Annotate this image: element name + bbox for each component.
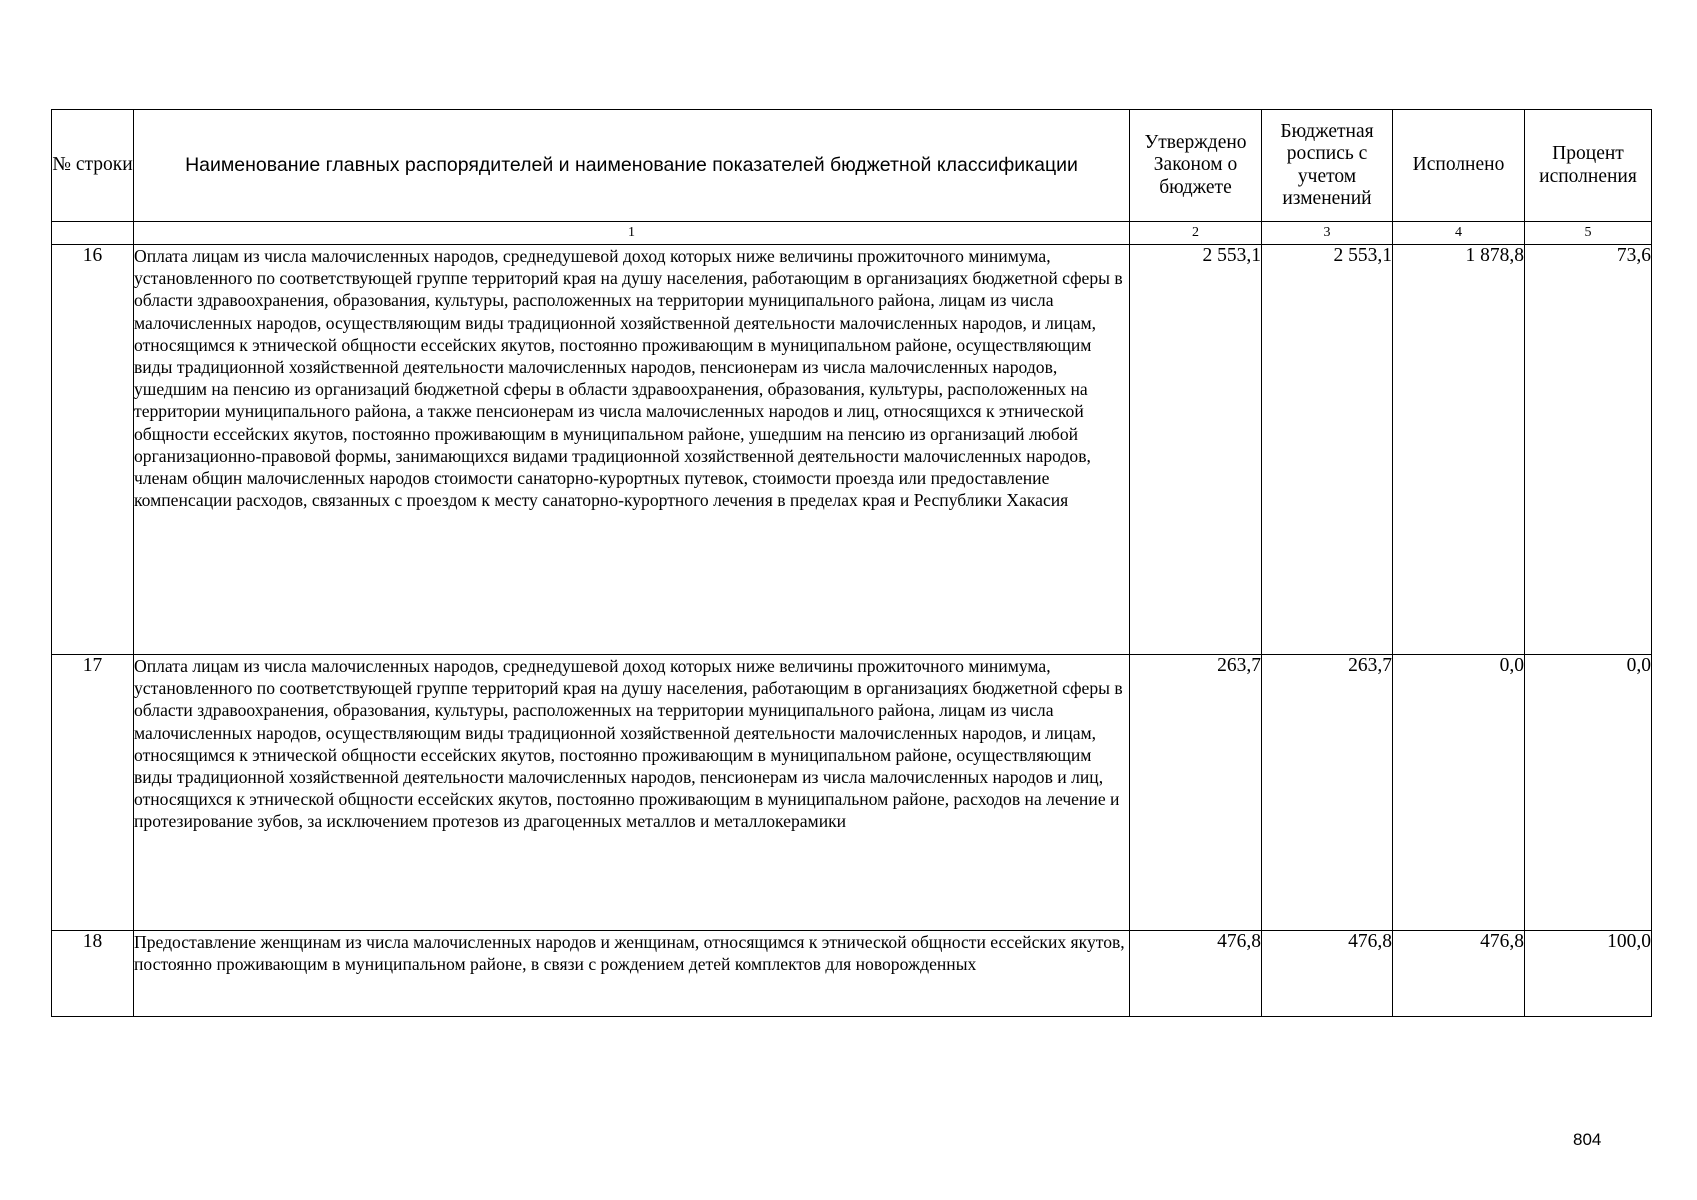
column-number (52, 222, 134, 245)
column-number: 4 (1393, 222, 1525, 245)
budget-execution-table (51, 109, 1652, 1017)
column-number: 1 (134, 222, 1130, 245)
column-number: 5 (1525, 222, 1652, 245)
header-approved: Утверждено Законом о бюджете (1130, 110, 1262, 222)
header-budget-list: Бюджетная роспись с учетом изменений (1262, 110, 1393, 222)
executed-value: 0,0 (1393, 655, 1525, 931)
page-number: 804 (1573, 1130, 1602, 1149)
column-numbers-row (52, 222, 1652, 245)
table-header-row (52, 110, 1652, 222)
percent-value: 0,0 (1525, 655, 1652, 931)
approved-value: 476,8 (1130, 931, 1262, 1017)
column-number: 2 (1130, 222, 1262, 245)
row-description: Оплата лицам из числа малочисленных народов, среднедушевой доход которых ниже величины прожиточного минимума, установленного по соответствующей группе территорий края на душу населения, работающим в организациях бюджетной сферы в области здравоохранения, образования, культуры, расположенных на территории муниципального района, лицам из числа малочисленных народов, осуществляющим виды традиционной хозяйственной деятельности малочисленных народов, и лицам, относящимся к этнической общности ессейских якутов, постоянно проживающим в муниципальном районе, осуществляющим виды традиционной хозяйственной деятельности малочисленных народов, пенсионерам из числа малочисленных народов, ушедшим на пенсию из организаций бюджетной сферы в области здравоохранения, образования, культуры, расположенных на территории муниципального района, а также пенсионерам из числа малочисленных народов и лиц, относящихся к этнической общности ессейских якутов, постоянно проживающим в муниципальном районе, ушедшим на пенсию из организаций любой организационно-правовой формы, занимающихся видами традиционной хозяйственной деятельности малочисленных народов, членам общин малочисленных народов стоимости санаторно-курортных путевок, стоимости проезда или предоставление компенсации расходов, связанных с проездом к месту санаторно-курортного лечения в пределах края и Республики Хакасия (134, 245, 1130, 655)
approved-value: 2 553,1 (1130, 245, 1262, 655)
row-number: 18 (52, 931, 134, 1017)
approved-value: 263,7 (1130, 655, 1262, 931)
row-description: Оплата лицам из числа малочисленных народов, среднедушевой доход которых ниже величины прожиточного минимума, установленного по соответствующей группе территорий края на душу населения, работающим в организациях бюджетной сферы в области здравоохранения, образования, культуры, расположенных на территории муниципального района, лицам из числа малочисленных народов, осуществляющим виды традиционной хозяйственной деятельности малочисленных народов, и лицам, относящимся к этнической общности ессейских якутов, постоянно проживающим в муниципальном районе, осуществляющим виды традиционной хозяйственной деятельности малочисленных народов, пенсионерам из числа малочисленных народов и лиц, относящихся к этнической общности ессейских якутов, постоянно проживающим в муниципальном районе, расходов на лечение и протезирование зубов, за исключением протезов из драгоценных металлов и металлокерамики (134, 655, 1130, 931)
budget-list-value: 263,7 (1262, 655, 1393, 931)
table-row (52, 931, 1652, 1017)
percent-value: 73,6 (1525, 245, 1652, 655)
column-number: 3 (1262, 222, 1393, 245)
budget-list-value: 2 553,1 (1262, 245, 1393, 655)
table-row (52, 245, 1652, 655)
row-description: Предоставление женщинам из числа малочисленных народов и женщинам, относящимся к этнической общности ессейских якутов, постоянно проживающим в муниципальном районе, в связи с рождением детей комплектов для новорожденных (134, 931, 1130, 1017)
percent-value: 100,0 (1525, 931, 1652, 1017)
header-row-number: № строки (52, 110, 134, 222)
header-executed: Исполнено (1393, 110, 1525, 222)
executed-value: 476,8 (1393, 931, 1525, 1017)
table-row (52, 655, 1652, 931)
header-percent: Процент исполнения (1525, 110, 1652, 222)
budget-list-value: 476,8 (1262, 931, 1393, 1017)
header-name: Наименование главных распорядителей и наименование показателей бюджетной классификации (134, 110, 1130, 222)
row-number: 16 (52, 245, 134, 655)
executed-value: 1 878,8 (1393, 245, 1525, 655)
row-number: 17 (52, 655, 134, 931)
